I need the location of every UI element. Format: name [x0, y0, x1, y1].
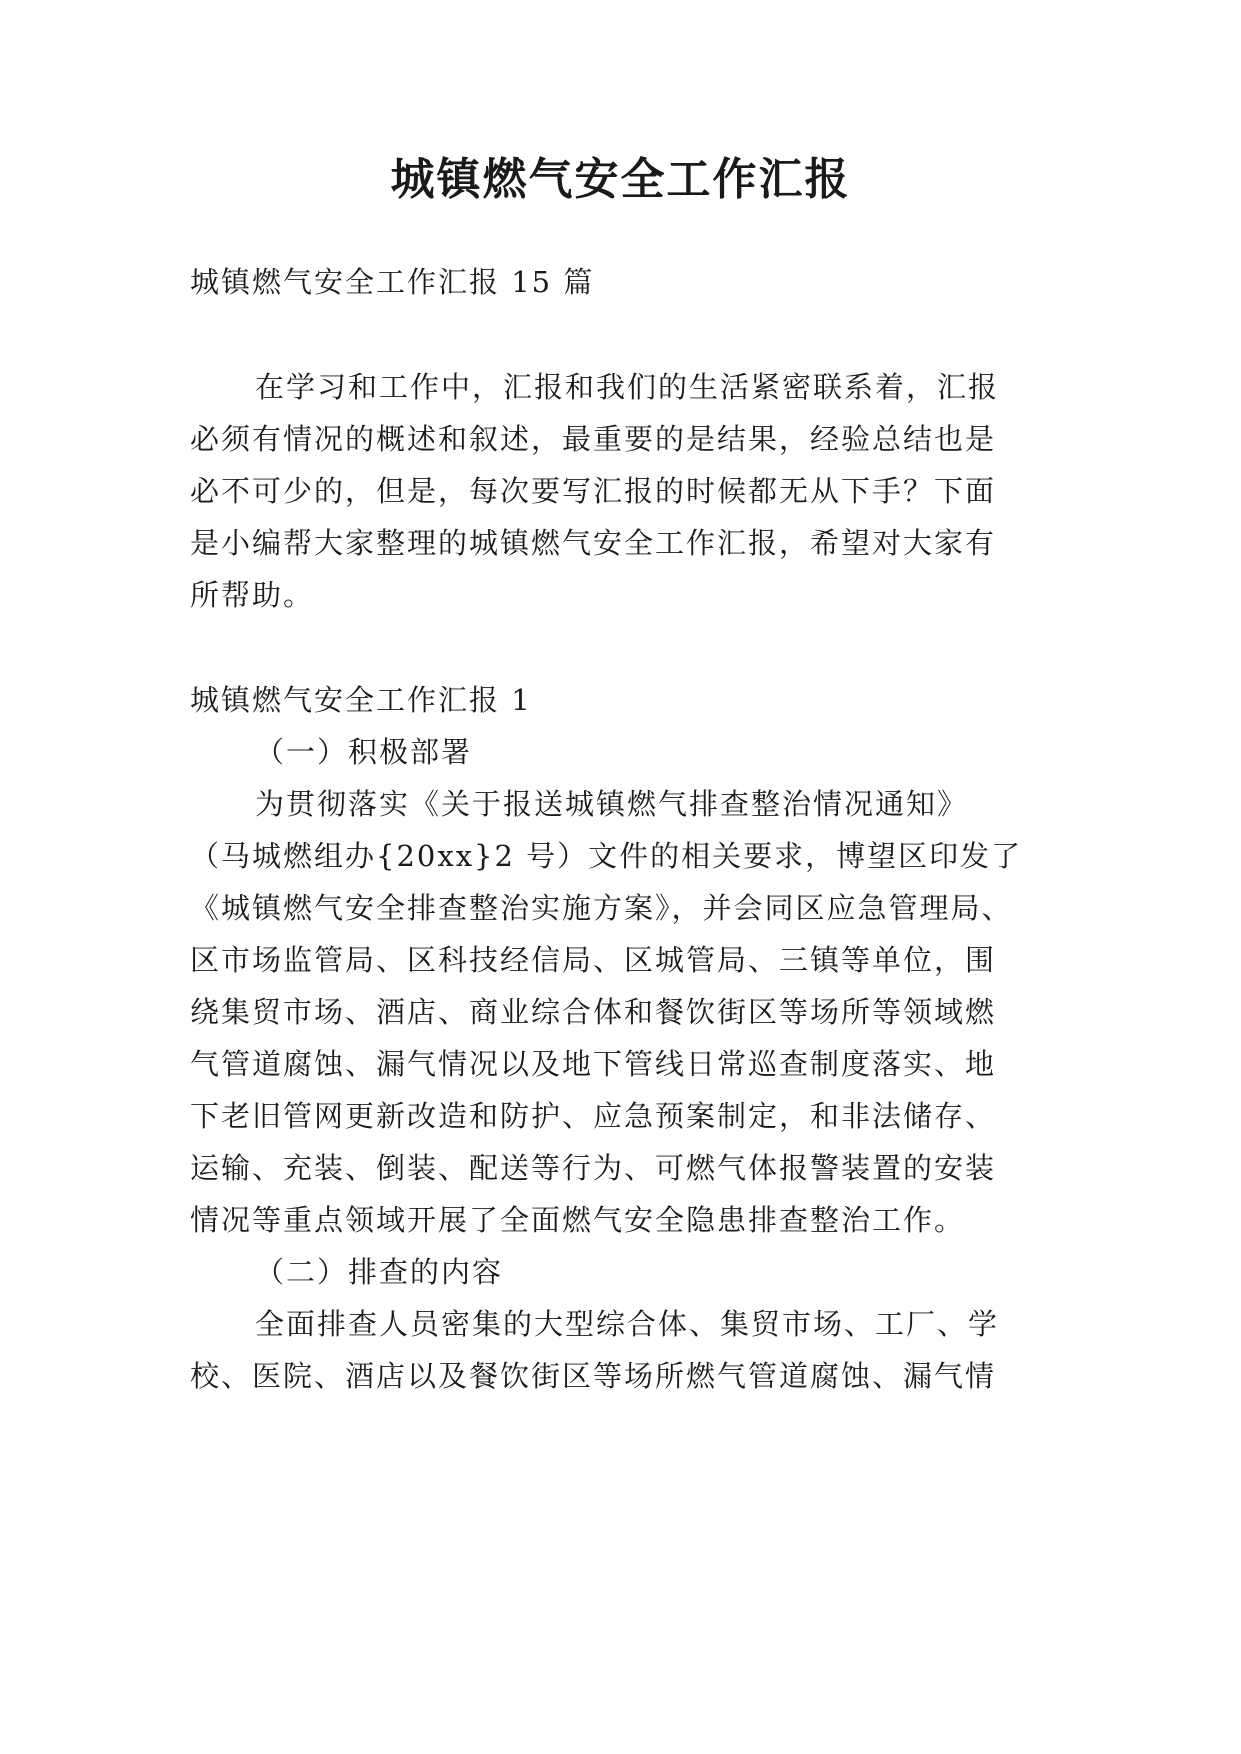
body-line: 校、医院、酒店以及餐饮街区等场所燃气管道腐蚀、漏气情	[190, 1359, 997, 1393]
intro-line: 必不可少的，但是，每次要写汇报的时候都无从下手？下面	[190, 474, 997, 508]
document-title: 城镇燃气安全工作汇报	[390, 154, 851, 205]
body-line: （马城燃组办{20xx}2 号）文件的相关要求，博望区印发了	[190, 839, 1023, 873]
sub-heading: （二）排查的内容	[255, 1255, 504, 1289]
body-line: 下老旧管网更新改造和防护、应急预案制定，和非法储存、	[190, 1099, 997, 1133]
section-heading: 城镇燃气安全工作汇报 1	[190, 683, 532, 717]
intro-line: 在学习和工作中，汇报和我们的生活紧密联系着，汇报	[255, 370, 1000, 404]
document-subtitle: 城镇燃气安全工作汇报 15 篇	[190, 265, 595, 299]
body-line: 气管道腐蚀、漏气情况以及地下管线日常巡查制度落实、地	[190, 1047, 997, 1081]
intro-line: 所帮助。	[190, 578, 315, 612]
intro-line: 是小编帮大家整理的城镇燃气安全工作汇报，希望对大家有	[190, 526, 997, 560]
intro-line: 必须有情况的概述和叙述，最重要的是结果，经验总结也是	[190, 422, 997, 456]
sub-heading: （一）积极部署	[255, 735, 473, 769]
body-line: 绕集贸市场、酒店、商业综合体和餐饮街区等场所等领域燃	[190, 995, 997, 1029]
body-line: 为贯彻落实《关于报送城镇燃气排查整治情况通知》	[255, 787, 969, 821]
body-line: 运输、充装、倒装、配送等行为、可燃气体报警装置的安装	[190, 1151, 997, 1185]
body-line: 情况等重点领域开展了全面燃气安全隐患排查整治工作。	[190, 1203, 966, 1237]
body-line: 区市场监管局、区科技经信局、区城管局、三镇等单位，围	[190, 943, 997, 977]
body-line: 《城镇燃气安全排查整治实施方案》，并会同区应急管理局、	[190, 891, 1013, 925]
body-line: 全面排查人员密集的大型综合体、集贸市场、工厂、学	[255, 1307, 1000, 1341]
